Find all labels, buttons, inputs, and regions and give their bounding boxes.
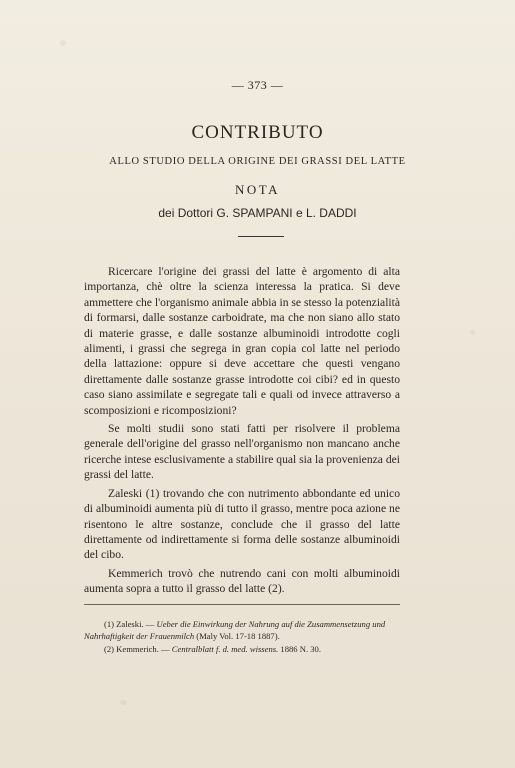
title-separator	[238, 236, 284, 237]
body-paragraph: Zaleski (1) trovando che con nutrimento abbondante ed unico di albuminoidi aumenta più di tutto il grasso, mentre poca azione ne risentono le altre sostanze, conclude che il grasso del latte direttamente od indirettamente si forma delle sostanze albuminoidi del cibo.	[84, 486, 400, 562]
footnote-2-source: 1886 N. 30.	[278, 643, 321, 654]
footnote-2	[84, 643, 404, 655]
footnote-2-title: Centralblatt f. d. med. wissens.	[171, 643, 279, 654]
footnote-1-source: (Maly Vol. 17-18 1887).	[194, 631, 280, 642]
note-label: NOTA	[234, 182, 281, 197]
footnote-1-author: (1) Zaleski. —	[104, 619, 157, 629]
article-subtitle: ALLO STUDIO DELLA ORIGINE DEI GRASSI DEL LATTE	[109, 156, 406, 167]
article-title: CONTRIBUTO	[191, 122, 324, 143]
paper-stain	[120, 700, 127, 705]
body-paragraph: Kemmerich trovò che nutrendo cani con molti albuminoidi aumenta sopra a tutto il grasso del latte (2).	[84, 566, 400, 596]
footnote-separator	[84, 604, 400, 605]
paper-stain	[60, 40, 66, 46]
footnote-1	[84, 618, 404, 643]
body-paragraph: Se molti studii sono stati fatti per risolvere il problema generale dell'origine del grasso nell'organismo non mancano anche ricerche intese esclusivamente a stabilire qual sia la provenienza dei grassi del latte.	[84, 422, 400, 482]
footnote-2-author: (2) Kemmerich. —	[104, 643, 172, 654]
footnote-1-title: Ueber die Einwirkung der Nahrung auf die Zusammensetzung und Nahrhaftigkeit der Frauenmilch	[84, 619, 386, 642]
paper-stain	[470, 330, 475, 335]
body-paragraph: Ricercare l'origine dei grassi del latte è argomento di alta importanza, chè oltre la scienza interessa la pratica. Si deve ammettere che l'organismo animale abbia in se stesso la potenzialità di formarsi, dalle sostanze carboidrate, ma che non siano allo stato di materie grasse, e dalle sostanze albuminoidi introdotte cogli alimenti, i grassi che segrega in gran copia col latte nel periodo della lattazione: oppure si deve accettare che questi vengano direttamente dalle sostanze grasse introdotte coi cibi? ed in questo caso siano assimilate e segregate tali e quali od invece attraverso a scomposizioni e ricomposizioni?	[84, 265, 400, 417]
footnotes	[84, 618, 404, 655]
authors-line: dei Dottori G. SPAMPANI e L. DADDI	[158, 206, 357, 220]
page-number: — 373 —	[231, 78, 284, 92]
body-text	[84, 264, 400, 600]
